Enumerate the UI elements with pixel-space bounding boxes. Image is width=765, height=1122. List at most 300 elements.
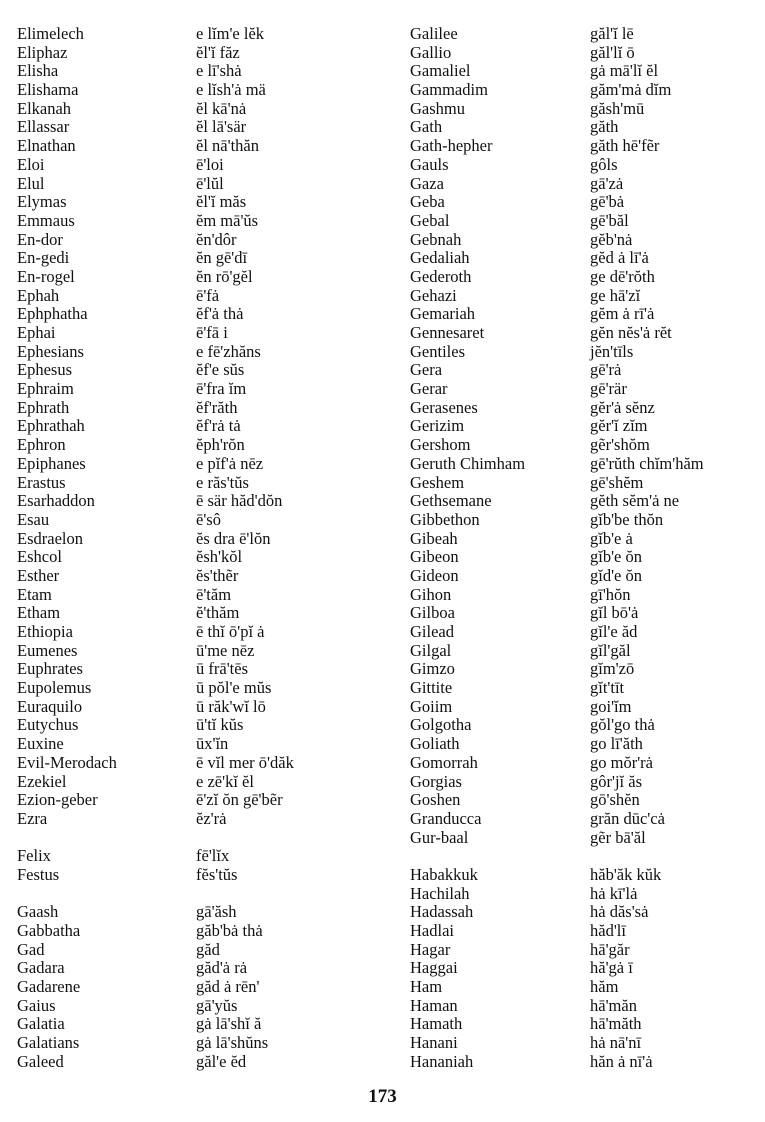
glossary-entry — [410, 604, 760, 623]
glossary-entry — [17, 1053, 392, 1072]
glossary-entry — [410, 193, 760, 212]
entry-name: Eshcol — [17, 547, 62, 567]
entry-pronunciation: e zē'kĭ ĕl — [196, 771, 254, 791]
entry-pronunciation: gĕd ȧ lī'ȧ — [590, 248, 649, 268]
entry-name: Etham — [17, 603, 61, 623]
glossary-entry — [17, 660, 392, 679]
entry-name: Haggai — [410, 958, 458, 978]
entry-name: Gethsemane — [410, 491, 492, 511]
glossary-entry — [410, 324, 760, 343]
entry-name: Hamath — [410, 1014, 463, 1034]
entry-pronunciation: ĕf'ȧ thȧ — [196, 304, 244, 324]
page-number: 173 — [368, 1086, 397, 1107]
entry-name: Gilboa — [410, 603, 455, 623]
entry-name: Gilgal — [410, 640, 452, 660]
entry-pronunciation: găm'mȧ dĭm — [590, 80, 672, 100]
entry-pronunciation: ĕl lā'sär — [196, 117, 247, 137]
entry-pronunciation: ĕsh'kŏl — [196, 547, 243, 567]
entry-pronunciation: gĭd'e ŏn — [590, 565, 643, 585]
left-column — [17, 25, 392, 1072]
glossary-entry — [410, 305, 760, 324]
glossary-entry — [17, 511, 392, 530]
entry-name: Hagar — [410, 939, 451, 959]
glossary-entry — [17, 1034, 392, 1053]
entry-name: Eutychus — [17, 715, 79, 735]
entry-name: Gad — [17, 939, 45, 959]
glossary-entry — [17, 997, 392, 1016]
glossary-entry — [17, 941, 392, 960]
entry-name: Elkanah — [17, 98, 72, 118]
entry-name: En-dor — [17, 229, 63, 249]
glossary-entry — [410, 492, 760, 511]
entry-pronunciation: gôr'jĭ ăs — [590, 771, 643, 791]
entry-pronunciation: gī'hŏn — [590, 584, 631, 604]
glossary-entry — [410, 81, 760, 100]
entry-name: Ephrathah — [17, 416, 85, 436]
entry-pronunciation: gō'shĕn — [590, 790, 640, 810]
glossary-entry — [17, 137, 392, 156]
entry-pronunciation: gĕr'ȧ sĕnz — [590, 397, 655, 417]
glossary-entry — [17, 1015, 392, 1034]
glossary-entry — [410, 212, 760, 231]
glossary-entry — [17, 436, 392, 455]
entry-name: Felix — [17, 846, 51, 866]
glossary-entry — [17, 698, 392, 717]
glossary-entry — [17, 44, 392, 63]
entry-pronunciation: gĕb'nȧ — [590, 229, 633, 249]
glossary-entry — [17, 249, 392, 268]
entry-pronunciation: găb'bȧ thȧ — [196, 921, 263, 940]
glossary-entry — [17, 623, 392, 642]
entry-name: Hadassah — [410, 902, 474, 922]
glossary-entry — [17, 474, 392, 493]
glossary-entry — [17, 735, 392, 754]
entry-name: Galilee — [410, 24, 458, 43]
entry-pronunciation: hă'gȧ ī — [590, 958, 633, 978]
glossary-entry — [410, 380, 760, 399]
entry-pronunciation: hȧ dăs'sȧ — [590, 902, 649, 922]
entry-pronunciation: ū'me nēz — [196, 640, 255, 660]
entry-pronunciation: e fē'zhăns — [196, 341, 261, 361]
entry-pronunciation: gĭb'be thŏn — [590, 509, 664, 529]
glossary-entry — [17, 156, 392, 175]
entry-pronunciation: gā'ăsh — [196, 902, 237, 922]
entry-name: Gath-hepher — [410, 136, 493, 156]
entry-pronunciation: gĭl bō'ȧ — [590, 603, 639, 623]
entry-pronunciation: ĕs dra ē'lŏn — [196, 528, 271, 548]
entry-name: Euxine — [17, 734, 64, 754]
glossary-entry — [410, 586, 760, 605]
entry-pronunciation: ĕs'thẽr — [196, 565, 239, 585]
glossary-entry — [17, 361, 392, 380]
entry-name: Esau — [17, 509, 50, 529]
glossary-entry — [410, 175, 760, 194]
entry-name: Gerasenes — [410, 397, 478, 417]
entry-pronunciation: ĕph'rŏn — [196, 435, 245, 455]
entry-name: Eloi — [17, 154, 45, 174]
entry-pronunciation: ĕn'dôr — [196, 229, 237, 249]
glossary-entry — [410, 118, 760, 137]
entry-name: Esdraelon — [17, 528, 83, 548]
entry-pronunciation: găl'e ĕd — [196, 1051, 247, 1071]
glossary-entry — [410, 474, 760, 493]
entry-pronunciation: găl'lĭ ō — [590, 42, 635, 62]
glossary-entry — [410, 1034, 760, 1053]
entry-pronunciation: găl'ĭ lē — [590, 24, 634, 43]
entry-pronunciation: ū frā'tēs — [196, 659, 248, 679]
glossary-entry — [410, 25, 760, 44]
entry-name: Ephron — [17, 435, 66, 455]
glossary-entry — [410, 44, 760, 63]
glossary-entry — [17, 567, 392, 586]
entry-pronunciation: e răs'tŭs — [196, 472, 249, 492]
entry-pronunciation: gĭl'e ăd — [590, 622, 638, 641]
entry-pronunciation: gĕn nĕs'ȧ rĕt — [590, 323, 672, 342]
entry-pronunciation: găd — [196, 939, 220, 959]
glossary-entry — [17, 212, 392, 231]
entry-pronunciation: hăb'ăk kŭk — [590, 864, 662, 884]
entry-pronunciation: hăm — [590, 977, 619, 997]
glossary-entry — [17, 791, 392, 810]
entry-pronunciation: e pĭf'ȧ nēz — [196, 453, 264, 473]
entry-pronunciation: hā'măn — [590, 995, 637, 1015]
entry-name: Ephraim — [17, 379, 74, 399]
glossary-entry — [410, 660, 760, 679]
entry-pronunciation: gĕr'ĭ zĭm — [590, 416, 648, 436]
glossary-entry — [17, 175, 392, 194]
entry-pronunciation: goi'ĭm — [590, 696, 632, 716]
entry-name: Ephai — [17, 323, 56, 342]
glossary-entry — [410, 548, 760, 567]
entry-name: Galatians — [17, 1033, 80, 1053]
entry-name: Galatia — [17, 1014, 65, 1034]
section-gap — [410, 847, 760, 866]
entry-name: Gera — [410, 360, 443, 380]
glossary-entry — [410, 754, 760, 773]
entry-pronunciation: ūx'ĭn — [196, 734, 229, 754]
glossary-entry — [410, 268, 760, 287]
glossary-entry — [410, 231, 760, 250]
entry-name: Gerizim — [410, 416, 465, 436]
entry-pronunciation: ĕf'e sŭs — [196, 360, 245, 380]
entry-pronunciation: gĭm'zō — [590, 659, 635, 679]
entry-name: Gallio — [410, 42, 452, 62]
entry-name: Gimzo — [410, 659, 455, 679]
entry-pronunciation: ĕl'ĭ măs — [196, 192, 247, 212]
glossary-entry — [410, 361, 760, 380]
glossary-entry — [17, 380, 392, 399]
entry-pronunciation: hā'găr — [590, 939, 630, 959]
entry-pronunciation: gȧ mā'lĭ ĕl — [590, 61, 659, 81]
glossary-entry — [410, 642, 760, 661]
glossary-entry — [17, 959, 392, 978]
glossary-entry — [17, 268, 392, 287]
glossary-entry — [17, 716, 392, 735]
glossary-entry — [17, 417, 392, 436]
glossary-entry — [410, 436, 760, 455]
entry-pronunciation: gẽr'shŏm — [590, 435, 650, 455]
glossary-entry — [410, 1053, 760, 1072]
glossary-entry — [410, 343, 760, 362]
entry-name: Euphrates — [17, 659, 83, 679]
entry-pronunciation: ĕm mā'ŭs — [196, 210, 259, 230]
glossary-entry — [17, 492, 392, 511]
entry-pronunciation: hăn ȧ nī'ȧ — [590, 1051, 653, 1071]
glossary-entry — [17, 866, 392, 885]
entry-pronunciation: e lī'shȧ — [196, 61, 242, 81]
entry-name: Golgotha — [410, 715, 472, 735]
glossary-entry — [17, 399, 392, 418]
entry-name: Ezekiel — [17, 771, 67, 791]
entry-pronunciation: ĕz'rȧ — [196, 808, 227, 828]
entry-name: Festus — [17, 864, 60, 884]
glossary-entry — [17, 642, 392, 661]
glossary-entry — [410, 810, 760, 829]
entry-name: Gennesaret — [410, 323, 485, 342]
entry-pronunciation: fĕs'tŭs — [196, 864, 238, 884]
entry-name: Gibeon — [410, 547, 459, 567]
entry-name: Gorgias — [410, 771, 462, 791]
entry-pronunciation: go lī'ăth — [590, 734, 643, 754]
glossary-entry — [410, 511, 760, 530]
entry-name: Ham — [410, 977, 443, 997]
entry-pronunciation: ū'tĭ kŭs — [196, 715, 244, 735]
entry-name: Gebnah — [410, 229, 462, 249]
entry-pronunciation: gẽr bā'ăl — [590, 827, 646, 847]
entry-name: Galeed — [17, 1051, 64, 1071]
entry-pronunciation: ē'lŭl — [196, 173, 224, 193]
entry-pronunciation: găth — [590, 117, 619, 137]
entry-name: Esther — [17, 565, 60, 585]
entry-name: Gauls — [410, 154, 449, 174]
glossary-entry — [17, 754, 392, 773]
entry-name: Gaash — [17, 902, 59, 922]
entry-name: Goliath — [410, 734, 460, 754]
entry-pronunciation: hā'măth — [590, 1014, 642, 1034]
glossary-entry — [17, 847, 392, 866]
entry-pronunciation: ē'fȧ — [196, 285, 220, 305]
glossary-entry — [410, 249, 760, 268]
glossary-entry — [410, 156, 760, 175]
glossary-entry — [17, 343, 392, 362]
glossary-entry — [410, 978, 760, 997]
entry-pronunciation: ū pŏl'e mŭs — [196, 678, 272, 698]
entry-name: Gihon — [410, 584, 452, 604]
glossary-entry — [410, 716, 760, 735]
entry-name: Habakkuk — [410, 864, 478, 884]
entry-name: Elnathan — [17, 136, 76, 156]
entry-name: Gilead — [410, 622, 454, 641]
entry-name: Ephesians — [17, 341, 84, 361]
entry-name: Gamaliel — [410, 61, 471, 81]
entry-name: Elul — [17, 173, 45, 193]
entry-pronunciation: gȧ lā'shŭns — [196, 1033, 269, 1053]
entry-name: Gibeah — [410, 528, 458, 548]
entry-name: Gadara — [17, 958, 65, 978]
entry-pronunciation: ē'loi — [196, 154, 224, 174]
entry-pronunciation: go mŏr'rȧ — [590, 752, 653, 772]
entry-pronunciation: ē'fā i — [196, 323, 228, 342]
glossary-entry — [17, 604, 392, 623]
entry-name: Elishama — [17, 80, 79, 100]
entry-pronunciation: e lĭsh'ȧ mä — [196, 80, 266, 100]
section-gap — [17, 829, 392, 848]
entry-pronunciation: ĕ'thăm — [196, 603, 240, 623]
entry-name: Gideon — [410, 565, 459, 585]
entry-pronunciation: ē'sô — [196, 509, 221, 529]
entry-name: Gaius — [17, 995, 56, 1015]
entry-name: Gebal — [410, 210, 450, 230]
entry-pronunciation: ē vĭl mer ō'dăk — [196, 752, 294, 772]
entry-pronunciation: gā'zȧ — [590, 173, 624, 193]
entry-pronunciation: hăd'lī — [590, 921, 626, 940]
entry-pronunciation: ĕf'răth — [196, 397, 238, 417]
entry-pronunciation: ē thĭ ō'pĭ ȧ — [196, 622, 265, 641]
glossary-entry — [410, 698, 760, 717]
entry-pronunciation: jĕn'tīls — [590, 341, 634, 361]
entry-name: Geshem — [410, 472, 465, 492]
glossary-entry — [410, 100, 760, 119]
glossary-entry — [17, 773, 392, 792]
entry-pronunciation: gôls — [590, 154, 618, 174]
glossary-entry — [410, 866, 760, 885]
entry-pronunciation: gē'rŭth chĭm'hăm — [590, 453, 704, 473]
glossary-entry — [410, 903, 760, 922]
entry-name: En-rogel — [17, 266, 75, 286]
section-gap — [17, 885, 392, 904]
glossary-entry — [17, 100, 392, 119]
glossary-entry — [410, 922, 760, 941]
right-column — [410, 25, 760, 1072]
entry-name: Hachilah — [410, 883, 470, 903]
entry-name: Gadarene — [17, 977, 81, 997]
entry-name: En-gedi — [17, 248, 70, 268]
entry-name: Ephesus — [17, 360, 72, 380]
glossary-entry — [17, 118, 392, 137]
entry-pronunciation: e lĭm'e lĕk — [196, 24, 265, 43]
glossary-entry — [17, 25, 392, 44]
glossary-entry — [17, 231, 392, 250]
entry-name: Gammadim — [410, 80, 488, 100]
entry-name: Hadlai — [410, 921, 454, 940]
entry-name: Ezra — [17, 808, 48, 828]
entry-name: Eumenes — [17, 640, 78, 660]
entry-pronunciation: ĕl kā'nȧ — [196, 98, 247, 118]
entry-name: Gashmu — [410, 98, 465, 118]
entry-pronunciation: ĕl nā'thăn — [196, 136, 259, 156]
glossary-entry — [410, 773, 760, 792]
entry-name: Eliphaz — [17, 42, 68, 62]
glossary-entry — [410, 959, 760, 978]
glossary-entry — [410, 885, 760, 904]
entry-name: Gibbethon — [410, 509, 480, 529]
entry-name: Ellassar — [17, 117, 70, 137]
entry-pronunciation: gĭl'găl — [590, 640, 631, 660]
entry-pronunciation: găsh'mū — [590, 98, 645, 118]
entry-name: Goshen — [410, 790, 461, 810]
entry-pronunciation: ĕf'rȧ tȧ — [196, 416, 241, 436]
entry-name: Gabbatha — [17, 921, 81, 940]
glossary-entry — [410, 567, 760, 586]
glossary-entry — [410, 1015, 760, 1034]
glossary-entry — [410, 997, 760, 1016]
entry-name: Ezion-geber — [17, 790, 98, 810]
entry-pronunciation: hȧ nā'nī — [590, 1033, 642, 1053]
entry-pronunciation: gŏl'go thȧ — [590, 715, 655, 735]
entry-name: Elimelech — [17, 24, 84, 43]
entry-name: Eupolemus — [17, 678, 92, 698]
glossary-entry — [410, 530, 760, 549]
entry-pronunciation: gĕth sĕm'ȧ ne — [590, 491, 680, 511]
entry-pronunciation: hȧ kī'lȧ — [590, 883, 638, 903]
entry-pronunciation: gē'băl — [590, 210, 629, 230]
entry-name: Emmaus — [17, 210, 75, 230]
entry-pronunciation: gĭt'tīt — [590, 678, 625, 698]
entry-name: Hananiah — [410, 1051, 474, 1071]
entry-pronunciation: găd'ȧ rȧ — [196, 958, 248, 978]
glossary-entry — [17, 324, 392, 343]
entry-name: Gaza — [410, 173, 444, 193]
entry-name: Geba — [410, 192, 445, 212]
entry-pronunciation: fē'lĭx — [196, 846, 230, 866]
entry-name: Granducca — [410, 808, 482, 828]
entry-name: Ephphatha — [17, 304, 88, 324]
entry-pronunciation: găth hē'fẽr — [590, 136, 660, 156]
entry-pronunciation: gē'rär — [590, 379, 627, 399]
glossary-entry — [17, 530, 392, 549]
glossary-entry — [410, 735, 760, 754]
entry-pronunciation: ĕl'ĭ făz — [196, 42, 240, 62]
glossary-entry — [410, 137, 760, 156]
entry-pronunciation: grăn dūc'cȧ — [590, 808, 665, 828]
entry-name: Gehazi — [410, 285, 457, 305]
glossary-entry — [410, 399, 760, 418]
entry-name: Gittite — [410, 678, 453, 698]
entry-pronunciation: găd ȧ rēn' — [196, 977, 260, 997]
entry-pronunciation: gĭb'e ȧ — [590, 528, 633, 548]
entry-pronunciation: ge hā'zĭ — [590, 285, 641, 305]
entry-pronunciation: ĕn rō'gĕl — [196, 266, 253, 286]
entry-name: Evil-Merodach — [17, 752, 117, 772]
glossary-entry — [17, 679, 392, 698]
glossary-entry — [17, 455, 392, 474]
glossary-entry — [17, 978, 392, 997]
entry-name: Elymas — [17, 192, 67, 212]
glossary-entry — [410, 791, 760, 810]
entry-name: Euraquilo — [17, 696, 83, 716]
entry-name: Elisha — [17, 61, 59, 81]
entry-name: Gederoth — [410, 266, 472, 286]
glossary-entry — [17, 922, 392, 941]
entry-name: Goiim — [410, 696, 453, 716]
entry-pronunciation: gȧ lā'shĭ ă — [196, 1014, 262, 1034]
entry-pronunciation: ē'fra ĭm — [196, 379, 247, 399]
entry-pronunciation: gā'yŭs — [196, 995, 238, 1015]
entry-pronunciation: ē sär hăd'dŏn — [196, 491, 283, 511]
glossary-entry — [410, 679, 760, 698]
entry-pronunciation: gē'bȧ — [590, 192, 625, 212]
entry-name: Ethiopia — [17, 622, 73, 641]
glossary-entry — [17, 810, 392, 829]
entry-pronunciation: gĕm ȧ rī'ȧ — [590, 304, 655, 324]
glossary-entry — [410, 941, 760, 960]
entry-name: Gur-baal — [410, 827, 469, 847]
entry-pronunciation: ē'zĭ ŏn gē'bẽr — [196, 790, 283, 810]
glossary-entry — [17, 62, 392, 81]
entry-name: Geruth Chimham — [410, 453, 526, 473]
glossary-entry — [17, 586, 392, 605]
entry-name: Gedaliah — [410, 248, 470, 268]
